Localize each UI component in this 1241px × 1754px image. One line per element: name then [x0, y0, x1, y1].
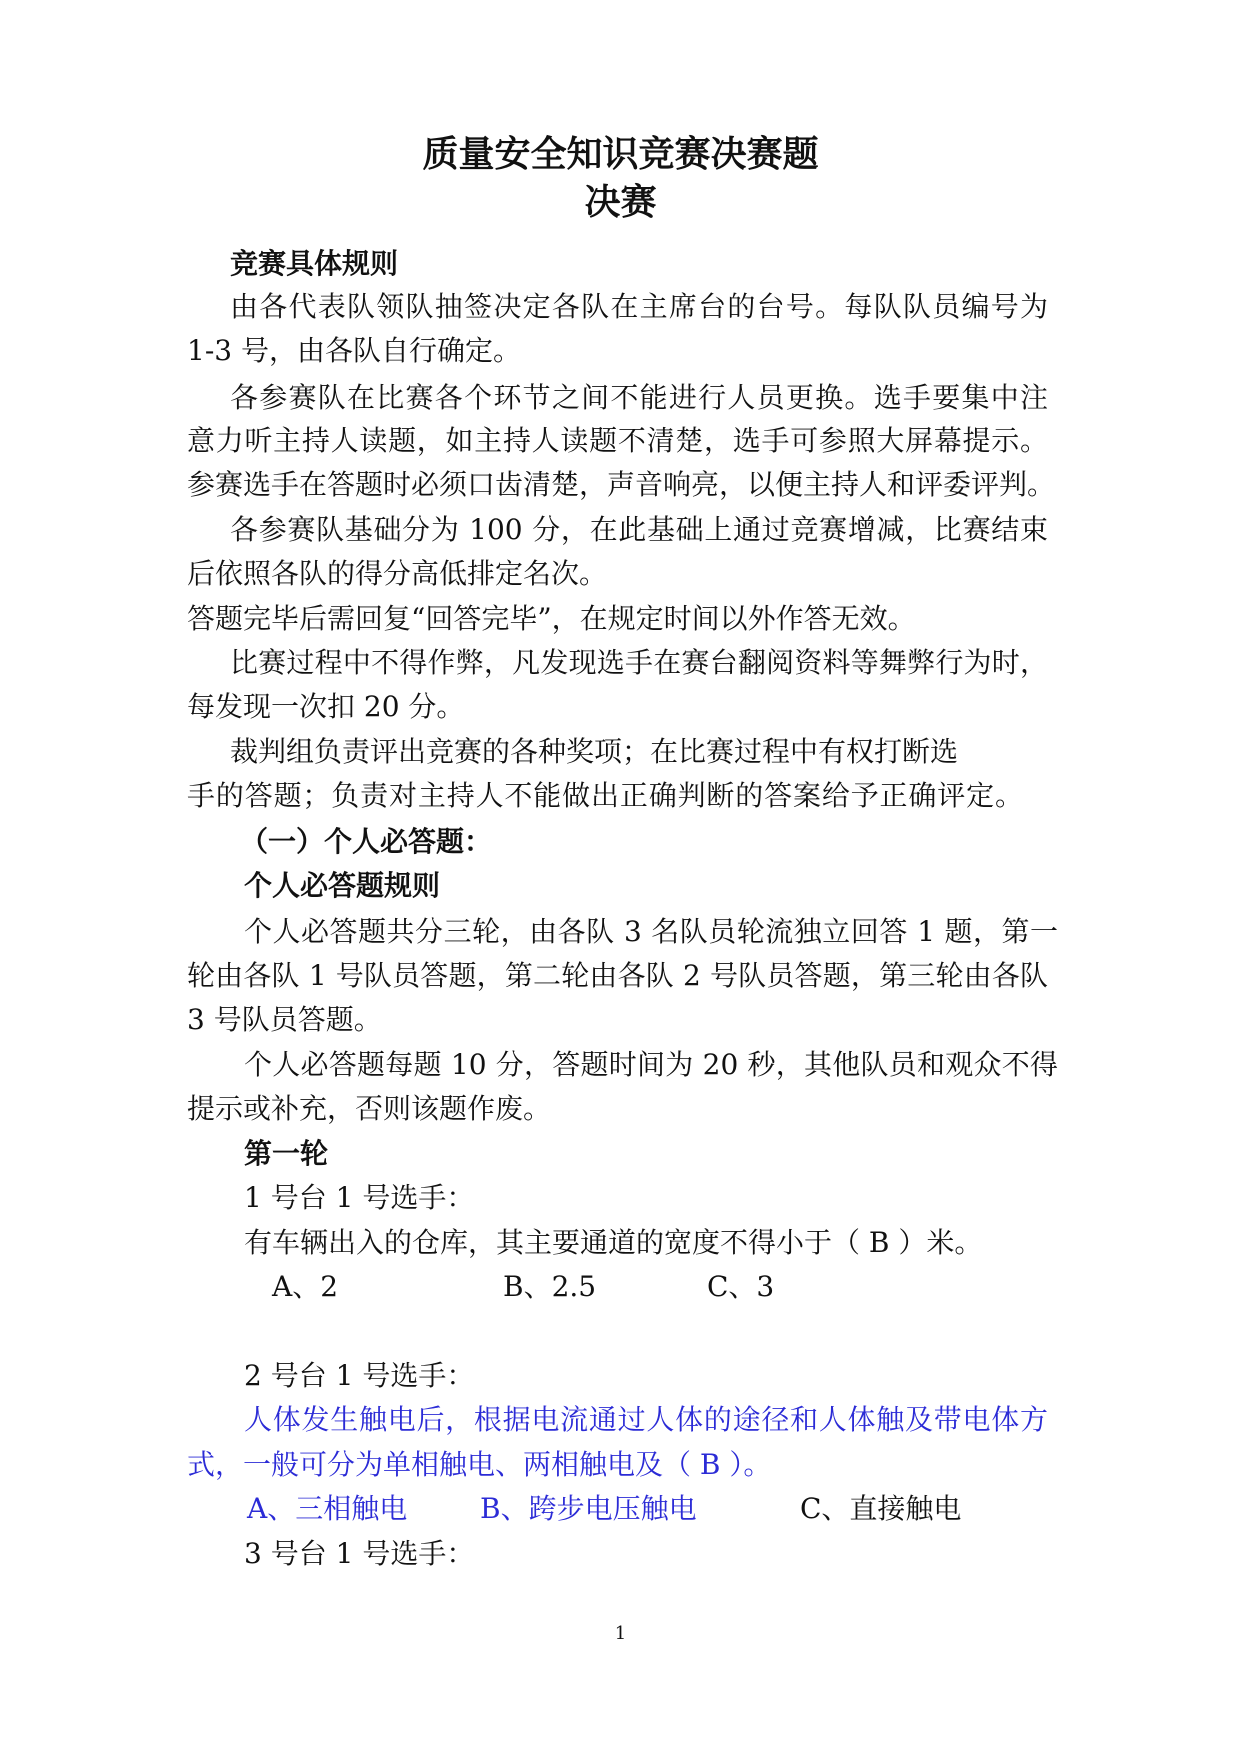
- q3-contestant: 3 号台 1 号选手：: [244, 1537, 475, 1570]
- rules-line: 各参赛队基础分为 100 分，在此基础上通过竞赛增减，比赛结束: [230, 513, 1048, 546]
- page-number: 1: [614, 1623, 627, 1644]
- q2-question-line: 式，一般可分为单相触电、两相触电及（ B ）。: [187, 1448, 772, 1481]
- section-rules-heading: 个人必答题规则: [244, 869, 441, 902]
- round-heading: 第一轮: [244, 1137, 329, 1170]
- q2-option-b: B、跨步电压触电: [480, 1492, 697, 1525]
- rules-line: 每发现一次扣 20 分。: [187, 690, 465, 723]
- q1-option-b: B、2.5: [503, 1270, 597, 1303]
- q2-contestant: 2 号台 1 号选手：: [244, 1359, 475, 1392]
- section-rules-line: 提示或补充，否则该题作废。: [187, 1092, 552, 1125]
- rules-heading: 竞赛具体规则: [230, 247, 399, 280]
- q1-option-c: C、3: [707, 1270, 775, 1303]
- rules-line: 意力听主持人读题，如主持人读题不清楚，选手可参照大屏幕提示。: [187, 424, 1048, 457]
- rules-line: 手的答题；负责对主持人不能做出正确判断的答案给予正确评定。: [187, 779, 1023, 812]
- q2-option-c: C、直接触电: [800, 1492, 962, 1525]
- q1-option-a: A、2: [272, 1270, 339, 1303]
- section-rules-line: 个人必答题每题 10 分，答题时间为 20 秒，其他队员和观众不得: [244, 1048, 1058, 1081]
- section-rules-line: 3 号队员答题。: [187, 1003, 382, 1036]
- section-rules-line: 轮由各队 1 号队员答题，第二轮由各队 2 号队员答题，第三轮由各队: [187, 959, 1048, 992]
- section-heading: （一）个人必答题：: [240, 825, 493, 858]
- rules-line: 比赛过程中不得作弊，凡发现选手在赛台翻阅资料等舞弊行为时，: [230, 646, 1048, 679]
- q2-option-a: A、三相触电: [247, 1492, 408, 1525]
- section-rules-line: 个人必答题共分三轮，由各队 3 名队员轮流独立回答 1 题，第一: [244, 915, 1058, 948]
- rules-line: 1-3 号，由各队自行确定。: [187, 334, 521, 367]
- rules-line: 各参赛队在比赛各个环节之间不能进行人员更换。选手要集中注: [230, 381, 1048, 414]
- rules-line: 答题完毕后需回复“回答完毕”，在规定时间以外作答无效。: [187, 602, 916, 635]
- rules-line: 裁判组负责评出竞赛的各种奖项；在比赛过程中有权打断选: [230, 735, 959, 768]
- page-subtitle: 决赛: [584, 181, 657, 223]
- page-title: 质量安全知识竞赛决赛题: [422, 133, 819, 175]
- rules-line: 由各代表队领队抽签决定各队在主席台的台号。每队队员编号为: [230, 290, 1048, 323]
- q2-question-line: 人体发生触电后，根据电流通过人体的途径和人体触及带电体方: [244, 1403, 1048, 1436]
- rules-line: 后依照各队的得分高低排定名次。: [187, 557, 608, 590]
- rules-line: 参赛选手在答题时必须口齿清楚，声音响亮，以便主持人和评委评判。: [187, 468, 1056, 501]
- q1-question: 有车辆出入的仓库，其主要通道的宽度不得小于（ B ）米。: [244, 1226, 983, 1259]
- q1-contestant: 1 号台 1 号选手：: [244, 1181, 475, 1214]
